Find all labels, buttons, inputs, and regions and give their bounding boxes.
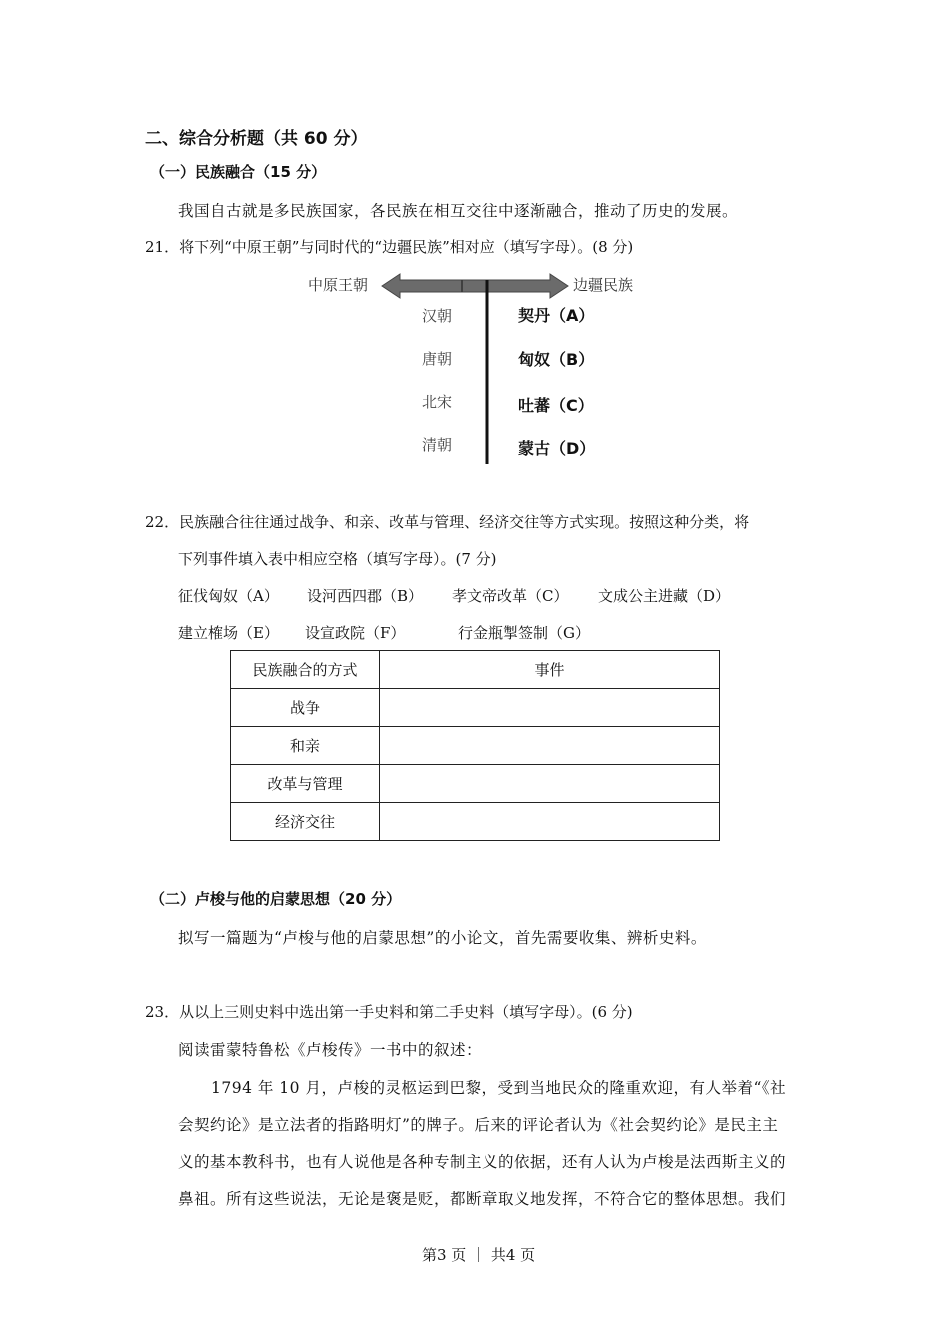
- people-item: 蒙古（D）: [518, 439, 596, 458]
- question-23: 23．从以上三则史料中选出第一手史料和第二手史料（填写字母）。(6 分): [145, 1003, 633, 1021]
- question-21: 21．将下列“中原王朝”与同时代的“边疆民族”相对应（填写字母）。(8 分): [145, 238, 634, 256]
- table-row: [231, 803, 720, 841]
- part2-intro: 拟写一篇题为“卢梭与他的启蒙思想”的小论文，首先需要收集、辨析史料。: [178, 929, 707, 947]
- dynasty-item: 唐朝: [422, 350, 453, 368]
- people-item: 契丹（A）: [518, 306, 595, 325]
- part1-intro: 我国自古就是多民族国家，各民族在相互交往中逐渐融合，推动了历史的发展。: [178, 202, 739, 220]
- event-option: 行金瓶掣签制（G）: [458, 624, 590, 642]
- dynasty-item: 清朝: [422, 436, 453, 454]
- part2-title: （二）卢梭与他的启蒙思想（20 分）: [150, 890, 402, 908]
- event-option: 文成公主进藏（D）: [598, 587, 731, 605]
- passage-line: 鼻祖。所有这些说法，无论是褒是贬，都断章取义地发挥，不符合它的整体思想。我们: [178, 1190, 787, 1208]
- table-cell-event-blank[interactable]: [380, 765, 720, 803]
- passage-line: 会契约论》是立法者的指路明灯”的牌子。后来的评论者认为《社会契约论》是民主主: [178, 1116, 779, 1134]
- table-cell-method: 改革与管理: [231, 765, 380, 803]
- table-cell-method: 经济交往: [231, 803, 380, 841]
- fusion-method-table: [230, 650, 720, 841]
- reading-intro: 阅读雷蒙特鲁松《卢梭传》一书中的叙述：: [178, 1041, 483, 1059]
- diagram-right-label: 边疆民族: [573, 276, 634, 294]
- event-option: 建立榷场（E）: [178, 624, 279, 642]
- dynasty-item: 北宋: [422, 393, 453, 411]
- event-option: 征伐匈奴（A）: [178, 587, 279, 605]
- table-header-method: 民族融合的方式: [231, 651, 380, 689]
- table-row: [231, 727, 720, 765]
- passage-line: 义的基本教科书，也有人说他是各种专制主义的依据，还有人认为卢梭是法西斯主义的: [178, 1153, 787, 1171]
- section-title: 二、综合分析题（共 60 分）: [145, 129, 368, 149]
- part1-title: （一）民族融合（15 分）: [150, 163, 327, 181]
- event-option: 孝文帝改革（C）: [452, 587, 569, 605]
- table-header-row: [231, 651, 720, 689]
- table-cell-event-blank[interactable]: [380, 803, 720, 841]
- passage-line: 1794 年 10 月，卢梭的灵柩运到巴黎，受到当地民众的隆重欢迎，有人举着“《社: [211, 1079, 787, 1097]
- table-header-event: 事件: [380, 651, 720, 689]
- people-item: 吐蕃（C）: [518, 396, 594, 415]
- table-row: [231, 765, 720, 803]
- table-row: [231, 689, 720, 727]
- page-footer: 第3 页 ｜ 共4 页: [422, 1246, 536, 1264]
- double-arrow-icon: [382, 274, 568, 298]
- dynasty-item: 汉朝: [422, 307, 453, 325]
- table-cell-method: 和亲: [231, 727, 380, 765]
- table-cell-event-blank[interactable]: [380, 727, 720, 765]
- event-option: 设河西四郡（B）: [307, 587, 424, 605]
- table-cell-method: 战争: [231, 689, 380, 727]
- event-option: 设宣政院（F）: [305, 624, 406, 642]
- question-22-line1: 22．民族融合往往通过战争、和亲、改革与管理、经济交往等方式实现。按照这种分类，将: [145, 513, 750, 531]
- diagram-left-label: 中原王朝: [308, 276, 369, 294]
- table-cell-event-blank[interactable]: [380, 689, 720, 727]
- question-22-line2: 下列事件填入表中相应空格（填写字母）。(7 分): [178, 550, 497, 568]
- people-item: 匈奴（B）: [518, 350, 595, 369]
